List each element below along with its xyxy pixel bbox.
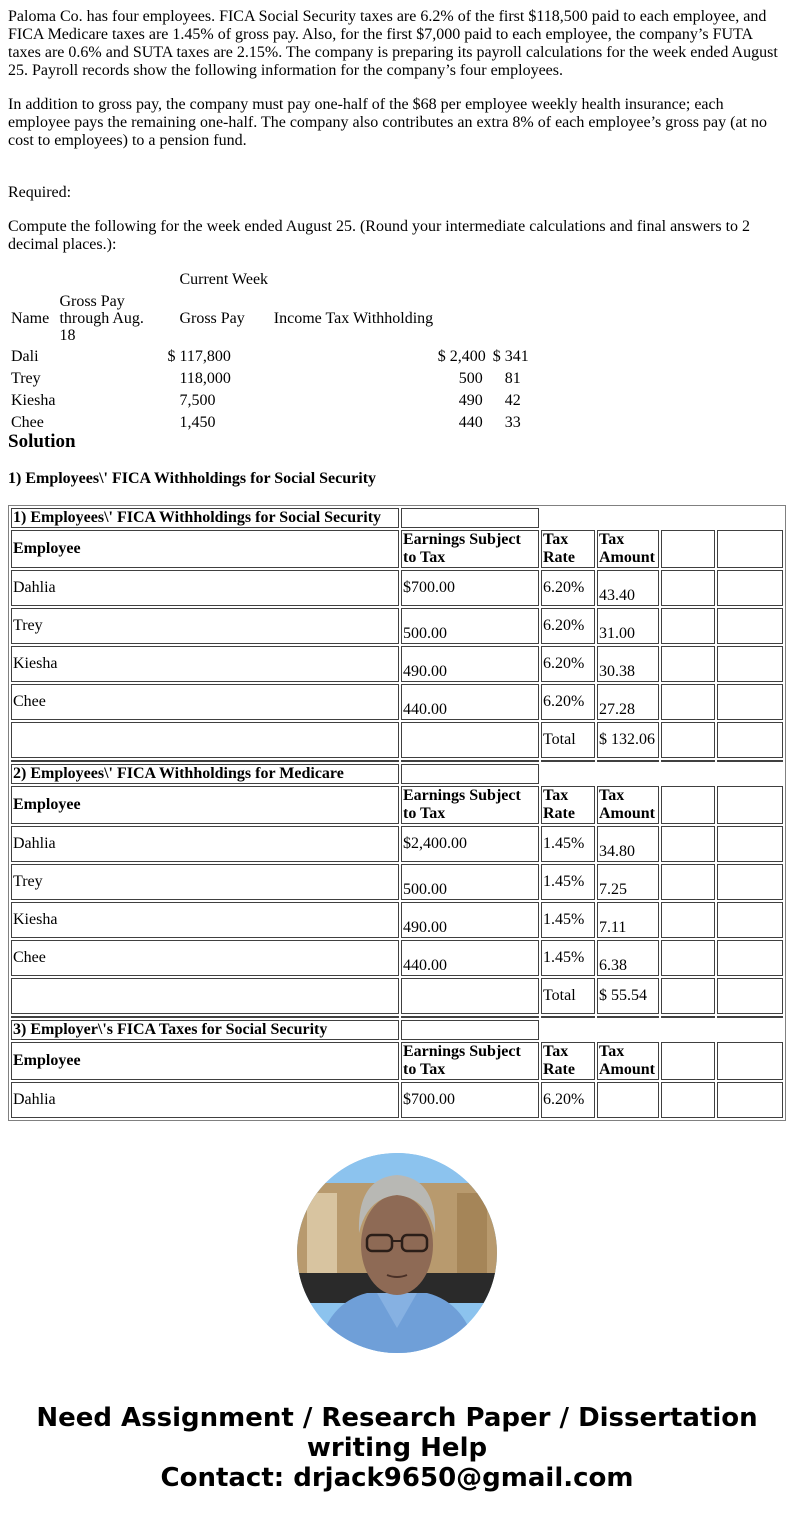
table-row: Kiesha 490.00 1.45% 7.11 bbox=[11, 902, 783, 938]
section-divider bbox=[11, 1016, 783, 1018]
payroll-row: Chee 1,450 440 33 bbox=[11, 414, 521, 431]
table-row: Chee 440.00 1.45% 6.38 bbox=[11, 940, 783, 976]
payroll-row: Kiesha 7,500 490 42 bbox=[11, 392, 521, 409]
column-header-row: Employee Earnings Subject to Tax Tax Rate Tax Amount bbox=[11, 530, 783, 568]
column-header-row: Employee Earnings Subject to Tax Tax Rate Tax Amount bbox=[11, 1042, 783, 1080]
section-title: 3) Employer\'s FICA Taxes for Social Security bbox=[11, 1020, 399, 1040]
section-title-row bbox=[11, 764, 783, 784]
payroll-row: Dali $ 117,800 $ 2,400 $ 341 bbox=[11, 348, 529, 365]
total-value: $ 55.54 bbox=[597, 978, 659, 1014]
total-label: Total bbox=[541, 722, 595, 758]
section-divider bbox=[11, 760, 783, 762]
document-content bbox=[8, 0, 786, 1122]
table-row: Kiesha 490.00 6.20% 30.38 bbox=[11, 646, 783, 682]
table-row: Chee 440.00 6.20% 27.28 bbox=[11, 684, 783, 720]
solution-heading: Solution bbox=[8, 431, 76, 452]
table-row: Trey 500.00 6.20% 31.00 bbox=[11, 608, 783, 644]
author-avatar bbox=[297, 1153, 497, 1353]
header-income-tax: Income Tax Withholding bbox=[273, 309, 434, 327]
header-gross-pay: Gross Pay bbox=[179, 309, 245, 327]
problem-paragraph-2: In addition to gross pay, the company must pay one-half of the $68 per employee weekly health insurance; each employee pays the remaining one-half. The company also contributes an extra 8% of each employee’s gross pay (at no cost to employees) to a pension fund. bbox=[8, 96, 768, 149]
solution-table bbox=[8, 505, 786, 1121]
problem-paragraph-1: Paloma Co. has four employees. FICA Social Security taxes are 6.2% of the first $118,500 paid to each employee, and FICA Medicare taxes are 1.45% of gross pay. Also, for the first $7,000 paid to each employee, the company’s FUTA taxes are 0.6% and SUTA taxes are 2.15%. The company is preparing its payroll calculations for the week ended August 25. Payroll records show the following information for the company’s four employees. bbox=[8, 8, 778, 79]
section-title: 1) Employees\' FICA Withholdings for Social Security bbox=[11, 508, 399, 528]
payroll-row: Trey 118,000 500 81 bbox=[11, 370, 521, 387]
table-row: Dahlia $700.00 6.20% bbox=[11, 1082, 783, 1118]
total-label: Total bbox=[541, 978, 595, 1014]
portrait-image-icon bbox=[297, 1153, 497, 1353]
promo-banner bbox=[0, 1403, 794, 1493]
promo-contact[interactable]: Contact: drjack9650@gmail.com bbox=[160, 1463, 634, 1493]
section-title-row bbox=[11, 508, 783, 528]
table-row: Trey 500.00 1.45% 7.25 bbox=[11, 864, 783, 900]
promo-line-2: writing Help bbox=[306, 1433, 488, 1463]
table-row: Dahlia $700.00 6.20% 43.40 bbox=[11, 570, 783, 606]
table-row: Dahlia $2,400.00 1.45% 34.80 bbox=[11, 826, 783, 862]
section-title: 2) Employees\' FICA Withholdings for Medicare bbox=[11, 764, 399, 784]
required-label: Required: bbox=[8, 184, 72, 201]
header-gross-through: Gross Pay through Aug. 18 bbox=[59, 293, 144, 344]
instruction-text: Compute the following for the week ended August 25. (Round your intermediate calculations and final answers to 2 decimal places.): bbox=[8, 218, 751, 253]
total-row bbox=[11, 722, 783, 758]
section-title-row bbox=[11, 1020, 783, 1040]
header-name: Name bbox=[11, 309, 50, 327]
group-header: Current Week bbox=[179, 271, 269, 288]
total-value: $ 132.06 bbox=[597, 722, 659, 758]
solution-subheading: 1) Employees\' FICA Withholdings for Social Security bbox=[8, 470, 377, 487]
total-row bbox=[11, 978, 783, 1014]
column-header-row: Employee Earnings Subject to Tax Tax Rate Tax Amount bbox=[11, 786, 783, 824]
payroll-data-table bbox=[8, 268, 532, 435]
promo-line-1: Need Assignment / Research Paper / Dissertation bbox=[36, 1403, 758, 1433]
